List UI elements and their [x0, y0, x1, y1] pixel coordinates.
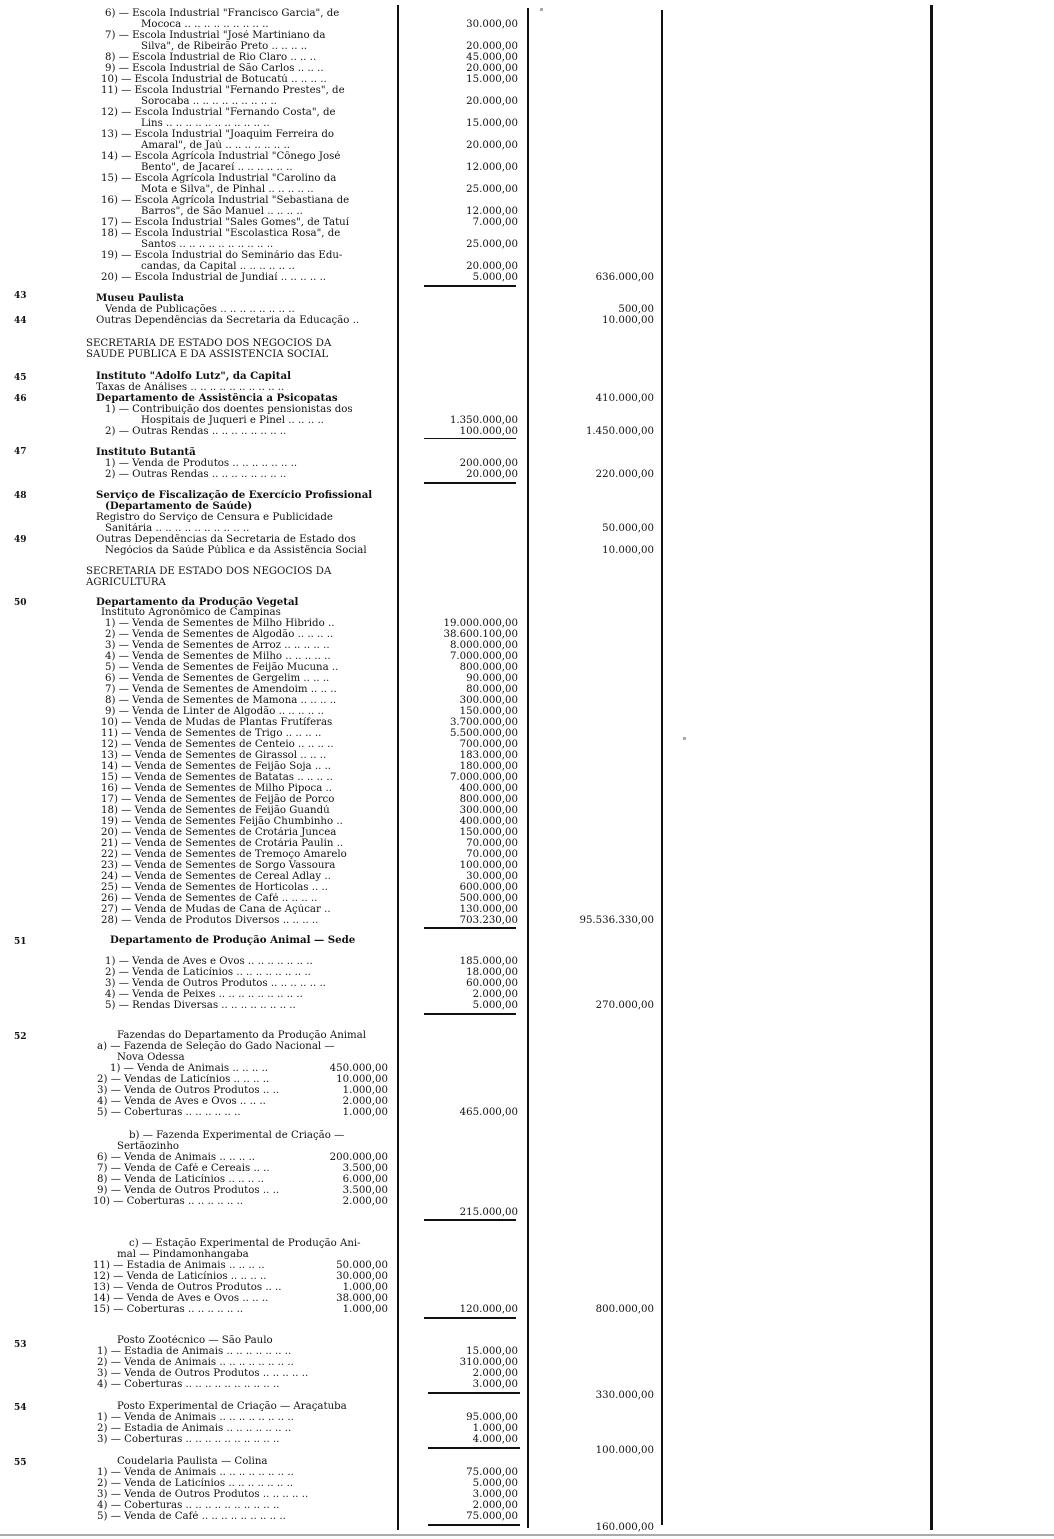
- row-description: 3) — Venda de Outros Produtos .. ..: [97, 1085, 280, 1096]
- item-amount: 15.000,00: [466, 118, 518, 129]
- margin-mark: 44: [14, 316, 27, 326]
- total-rule: [424, 1219, 516, 1221]
- subitem-amount: 3.500,00: [342, 1185, 388, 1196]
- row-description: 14) — Venda de Aves e Ovos .. .. ..: [93, 1293, 269, 1304]
- total-rule: [428, 1392, 520, 1394]
- row-description: 3) — Venda de Sementes de Arroz .. .. .. .. ..: [105, 640, 330, 651]
- total-rule: [424, 482, 516, 484]
- row-description: 15) — Coberturas .. .. .. .. .. ..: [93, 1304, 244, 1315]
- row-description: 22) — Venda de Sementes de Tremoço Amarelo: [101, 849, 347, 860]
- section-total: 1.450.000,00: [585, 426, 654, 437]
- item-amount: 120.000,00: [459, 1304, 518, 1315]
- item-amount: 95.000,00: [466, 1412, 518, 1423]
- row-description: Barros", de São Manuel .. .. .. ..: [141, 206, 303, 217]
- row-description: Sorocaba .. .. .. .. .. .. .. .. ..: [141, 96, 277, 107]
- item-amount: 15.000,00: [466, 74, 518, 85]
- row-description: a) — Fazenda de Seleção do Gado Nacional —: [97, 1041, 335, 1052]
- section-heading: Serviço de Fiscalização de Exercício Profissional: [96, 490, 373, 501]
- row-description: Mococa .. .. .. .. .. .. .. .. ..: [141, 19, 269, 30]
- item-amount: 150.000,00: [459, 827, 518, 838]
- item-amount: 20.000,00: [466, 63, 518, 74]
- row-description: 8) — Escola Industrial de Rio Claro .. .. ..: [105, 52, 317, 63]
- row-description: 1) — Venda de Aves e Ovos .. .. .. .. .. .. ..: [105, 956, 313, 967]
- item-amount: 12.000,00: [466, 206, 518, 217]
- item-amount: 800.000,00: [459, 794, 518, 805]
- section-total: 100.000,00: [595, 1445, 654, 1456]
- section-heading: Departamento de Produção Animal — Sede: [110, 935, 356, 946]
- column-rule-right: [661, 10, 663, 1525]
- subitem-amount: 450.000,00: [329, 1063, 388, 1074]
- margin-mark: 51: [14, 937, 27, 947]
- item-amount: 600.000,00: [459, 882, 518, 893]
- row-description: 8) — Venda de Laticínios .. .. .. ..: [97, 1174, 264, 1185]
- row-description: 1) — Venda de Sementes de Milho Hibrido ..: [105, 618, 335, 629]
- print-speck: [540, 8, 543, 11]
- row-description: 1) — Estadia de Animais .. .. .. .. .. .. ..: [97, 1346, 292, 1357]
- row-description: 9) — Venda de Linter de Algodão .. .. .. .. ..: [105, 706, 324, 717]
- subitem-amount: 1.000,00: [342, 1304, 388, 1315]
- print-speck: [683, 737, 686, 740]
- row-description: 13) — Venda de Sementes de Girassol .. .. ..: [101, 750, 327, 761]
- total-rule: [428, 1447, 520, 1449]
- margin-mark: 45: [14, 373, 27, 383]
- row-description: 14) — Venda de Sementes de Feijão Soja .. ..: [101, 761, 332, 772]
- column-rule-far-right: [930, 5, 933, 1530]
- row-description: 18) — Venda de Sementes de Feijão Guandú: [101, 805, 330, 816]
- subitem-amount: 3.500,00: [342, 1163, 388, 1174]
- row-description: Instituto Agronômico de Campinas: [101, 607, 281, 618]
- row-description: Coudelaria Paulista — Colina: [117, 1456, 268, 1467]
- row-description: 5) — Rendas Diversas .. .. .. .. .. .. .. ..: [105, 1000, 296, 1011]
- row-description: 3) — Venda de Outros Produtos .. .. .. .. ..: [97, 1368, 309, 1379]
- subitem-amount: 1.000,00: [342, 1085, 388, 1096]
- row-description: 4) — Venda de Sementes de Milho .. .. .. .. ..: [105, 651, 331, 662]
- row-description: 18) — Escola Industrial "Escolastica Rosa", de: [101, 228, 341, 239]
- row-description: Outras Dependências da Secretaria da Educação ..: [96, 315, 360, 326]
- row-description: Santos .. .. .. .. .. .. .. .. .. ..: [141, 239, 274, 250]
- margin-mark: 46: [14, 394, 27, 404]
- item-amount: 70.000,00: [466, 849, 518, 860]
- row-description: 4) — Venda de Peixes .. .. .. .. .. .. .. .. ..: [105, 989, 303, 1000]
- row-description: 19) — Escola Industrial do Seminário das Edu-: [101, 250, 343, 261]
- item-amount: 5.000,00: [472, 1000, 518, 1011]
- row-description: 2) — Vendas de Laticínios .. .. .. ..: [97, 1074, 270, 1085]
- row-description: 10) — Venda de Mudas de Plantas Frutíferas: [101, 717, 333, 728]
- margin-mark: 50: [14, 598, 27, 608]
- margin-mark: 55: [14, 1458, 27, 1468]
- row-description: 16) — Venda de Sementes de Milho Pipoca ..: [101, 783, 333, 794]
- item-amount: 7.000.000,00: [449, 651, 518, 662]
- item-amount: 700.000,00: [459, 739, 518, 750]
- section-total: 270.000,00: [595, 1000, 654, 1011]
- section-total: 330.000,00: [595, 1390, 654, 1401]
- row-description: 13) — Escola Industrial "Joaquim Ferreira do: [101, 129, 334, 140]
- section-heading: Instituto Butantã: [96, 447, 196, 458]
- item-amount: 400.000,00: [459, 783, 518, 794]
- row-description: Sertãozinho: [117, 1141, 180, 1152]
- row-description: 2) — Venda de Animais .. .. .. .. .. .. .. ..: [97, 1357, 294, 1368]
- row-description: Posto Experimental de Criação — Araçatuba: [117, 1401, 347, 1412]
- item-amount: 25.000,00: [466, 184, 518, 195]
- row-description: 1) — Venda de Animais .. .. .. .. .. .. .. ..: [97, 1412, 294, 1423]
- row-description: 12) — Escola Industrial "Fernando Costa", de: [101, 107, 336, 118]
- row-description: Negócios da Saúde Pública e da Assistência Social: [105, 545, 367, 556]
- column-rule-left: [397, 5, 399, 1530]
- item-amount: 5.500.000,00: [449, 728, 518, 739]
- row-description: 5) — Coberturas .. .. .. .. .. ..: [97, 1107, 241, 1118]
- print-speck: [0, 1534, 1054, 1536]
- section-total: 160.000,00: [595, 1522, 654, 1533]
- item-amount: 5.000,00: [472, 1478, 518, 1489]
- row-description: 12) — Venda de Laticínios .. .. .. ..: [93, 1271, 267, 1282]
- subitem-amount: 30.000,00: [336, 1271, 388, 1282]
- item-amount: 4.000,00: [472, 1434, 518, 1445]
- section-heading: Instituto "Adolfo Lutz", da Capital: [96, 371, 291, 382]
- row-description: 9) — Venda de Outros Produtos .. ..: [97, 1185, 280, 1196]
- row-description: 8) — Venda de Sementes de Mamona .. .. .. ..: [105, 695, 337, 706]
- row-description: 10) — Escola Industrial de Botucatú .. .. .. ..: [101, 74, 327, 85]
- column-rule-middle: [527, 8, 529, 1528]
- section-total: 95.536.330,00: [579, 915, 654, 926]
- row-description: 16) — Escola Agrícola Industrial "Sebastiana de: [101, 195, 350, 206]
- item-amount: 800.000,00: [459, 662, 518, 673]
- row-description: Venda de Publicações .. .. .. .. .. .. .. ..: [105, 304, 295, 315]
- subitem-amount: 6.000,00: [342, 1174, 388, 1185]
- item-amount: 75.000,00: [466, 1467, 518, 1478]
- item-amount: 18.000,00: [466, 967, 518, 978]
- row-description: 2) — Venda de Laticínios .. .. .. .. .. .. ..: [97, 1478, 294, 1489]
- total-rule: [424, 1317, 516, 1319]
- row-description: 13) — Venda de Outros Produtos .. ..: [93, 1282, 282, 1293]
- item-amount: 400.000,00: [459, 816, 518, 827]
- item-amount: 500.000,00: [459, 893, 518, 904]
- row-description: Registro do Serviço de Censura e Publicidade: [96, 512, 333, 523]
- row-description: 2) — Estadia de Animais .. .. .. .. .. .. ..: [97, 1423, 292, 1434]
- item-amount: 80.000,00: [466, 684, 518, 695]
- row-description: 7) — Venda de Café e Cereais .. ..: [97, 1163, 270, 1174]
- row-description: 28) — Venda de Produtos Diversos .. .. .. ..: [101, 915, 319, 926]
- row-description: 5) — Venda de Café .. .. .. .. .. .. .. .. ..: [97, 1511, 286, 1522]
- row-description: Lins .. .. .. .. .. .. .. .. .. .. ..: [141, 118, 270, 129]
- row-description: 7) — Escola Industrial "José Martiniano da: [105, 30, 326, 41]
- item-amount: 180.000,00: [459, 761, 518, 772]
- item-amount: 15.000,00: [466, 1346, 518, 1357]
- row-description: mal — Pindamonhangaba: [117, 1249, 249, 1260]
- margin-mark: 53: [14, 1340, 27, 1350]
- item-amount: 20.000,00: [466, 96, 518, 107]
- row-description: SECRETARIA DE ESTADO DOS NEGÓCIOS DA: [86, 338, 332, 349]
- row-description: 4) — Coberturas .. .. .. .. .. .. .. .. .. ..: [97, 1379, 280, 1390]
- row-description: 10) — Coberturas .. .. .. .. .. ..: [93, 1196, 244, 1207]
- row-description: 1) — Contribuição dos doentes pensionistas dos: [105, 404, 353, 415]
- item-amount: 25.000,00: [466, 239, 518, 250]
- item-amount: 8.000.000,00: [449, 640, 518, 651]
- row-description: 19) — Venda de Sementes Feijão Chumbinho ..: [101, 816, 343, 827]
- row-description: 9) — Escola Industrial de São Carlos .. .. ..: [105, 63, 324, 74]
- row-description: 7) — Venda de Sementes de Amendoim .. .. ..: [105, 684, 337, 695]
- row-description: 6) — Venda de Sementes de Gergelim .. .. ..: [105, 673, 330, 684]
- row-description: Mota e Silva", de Pinhal .. .. .. .. ..: [141, 184, 314, 195]
- row-description: 11) — Estadia de Animais .. .. .. ..: [93, 1260, 265, 1271]
- margin-mark: 47: [14, 447, 27, 457]
- item-amount: 703.230,00: [459, 915, 518, 926]
- row-description: 5) — Venda de Sementes de Feijão Mucuna ..: [105, 662, 339, 673]
- row-description: Taxas de Análises .. .. .. .. .. .. .. .. .. ..: [96, 382, 285, 393]
- row-description: Sanitária .. .. .. .. .. .. .. .. .. ..: [105, 523, 250, 534]
- row-description: Outras Dependências da Secretaria de Estado dos: [96, 534, 356, 545]
- item-amount: 70.000,00: [466, 838, 518, 849]
- section-total: 10.000,00: [602, 315, 654, 326]
- row-description: 11) — Escola Industrial "Fernando Prestes", de: [101, 85, 345, 96]
- item-amount: 3.700.000,00: [449, 717, 518, 728]
- item-amount: 12.000,00: [466, 162, 518, 173]
- row-description: AGRICULTURA: [86, 577, 166, 588]
- subitem-amount: 1.000,00: [342, 1282, 388, 1293]
- subitem-amount: 2.000,00: [342, 1196, 388, 1207]
- item-amount: 90.000,00: [466, 673, 518, 684]
- row-description: Nova Odessa: [117, 1052, 185, 1063]
- row-description: 14) — Escola Agrícola Industrial "Cônego José: [101, 151, 341, 162]
- item-amount: 30.000,00: [466, 871, 518, 882]
- total-rule: [424, 438, 516, 439]
- item-amount: 300.000,00: [459, 805, 518, 816]
- row-description: 2) — Outras Rendas .. .. .. .. .. .. .. ..: [105, 426, 287, 437]
- item-amount: 100.000,00: [459, 860, 518, 871]
- row-description: 26) — Venda de Sementes de Café .. .. .. ..: [101, 893, 318, 904]
- item-amount: 183.000,00: [459, 750, 518, 761]
- item-amount: 5.000,00: [472, 272, 518, 283]
- item-amount: 130.000,00: [459, 904, 518, 915]
- item-amount: 3.000,00: [472, 1379, 518, 1390]
- item-amount: 20.000,00: [466, 469, 518, 480]
- subitem-amount: 50.000,00: [336, 1260, 388, 1271]
- margin-mark: 54: [14, 1403, 27, 1413]
- item-amount: 310.000,00: [459, 1357, 518, 1368]
- row-description: 6) — Escola Industrial "Francisco Garcia", de: [105, 8, 340, 19]
- row-description: 20) — Venda de Sementes de Crotária Juncea: [101, 827, 337, 838]
- item-amount: 75.000,00: [466, 1511, 518, 1522]
- row-description: 4) — Coberturas .. .. .. .. .. .. .. .. .. ..: [97, 1500, 280, 1511]
- item-amount: 185.000,00: [459, 956, 518, 967]
- section-total: 220.000,00: [595, 469, 654, 480]
- item-amount: 1.000,00: [472, 1423, 518, 1434]
- row-description: Amaral", de Jaú .. .. .. .. .. .. ..: [141, 140, 290, 151]
- row-description: 15) — Venda de Sementes de Batatas .. .. .. ..: [101, 772, 333, 783]
- row-description: 20) — Escola Industrial de Jundiaí .. .. .. .. ..: [101, 272, 327, 283]
- item-amount: 20.000,00: [466, 41, 518, 52]
- item-amount: 300.000,00: [459, 695, 518, 706]
- row-description: Fazendas do Departamento da Produção Animal: [117, 1030, 367, 1041]
- row-description: candas, da Capital .. .. .. .. .. ..: [141, 261, 295, 272]
- margin-mark: 43: [14, 291, 27, 301]
- item-amount: 60.000,00: [466, 978, 518, 989]
- section-heading: Departamento da Produção Vegetal: [96, 597, 299, 608]
- subitem-amount: 2.000,00: [342, 1096, 388, 1107]
- row-description: 1) — Venda de Produtos .. .. .. .. .. .. ..: [105, 458, 298, 469]
- row-description: 17) — Escola Industrial "Sales Gomes", de Tatuí: [101, 217, 349, 228]
- row-description: 12) — Venda de Sementes de Centeio .. .. .. ..: [101, 739, 334, 750]
- subitem-amount: 1.000,00: [342, 1107, 388, 1118]
- total-rule: [424, 1013, 516, 1015]
- subitem-amount: 38.000,00: [336, 1293, 388, 1304]
- item-amount: 150.000,00: [459, 706, 518, 717]
- row-description: 3) — Venda de Outros Produtos .. .. .. .. ..: [97, 1489, 309, 1500]
- row-description: Hospitais de Juqueri e Pinel .. .. .. ..: [141, 415, 324, 426]
- row-description: 1) — Venda de Animais .. .. .. .. .. .. .. ..: [97, 1467, 294, 1478]
- row-description: SAÚDE PÚBLICA E DA ASSISTÊNCIA SOCIAL: [86, 349, 329, 360]
- margin-mark: 48: [14, 491, 27, 501]
- row-description: 23) — Venda de Sementes de Sorgo Vassoura: [101, 860, 336, 871]
- item-amount: 3.000,00: [472, 1489, 518, 1500]
- item-amount: 465.000,00: [459, 1107, 518, 1118]
- row-description: 3) — Coberturas .. .. .. .. .. .. .. .. .. ..: [97, 1434, 280, 1445]
- section-total: 800.000,00: [595, 1304, 654, 1315]
- section-total: 50.000,00: [602, 523, 654, 534]
- item-amount: 38.600.100,00: [443, 629, 518, 640]
- section-heading: (Departamento de Saúde): [105, 501, 253, 512]
- row-description: 6) — Venda de Animais .. .. .. ..: [97, 1152, 256, 1163]
- item-amount: 7.000.000,00: [449, 772, 518, 783]
- row-description: Silva", de Ribeirão Preto .. .. .. ..: [141, 41, 308, 52]
- section-total: 410.000,00: [595, 393, 654, 404]
- total-rule: [424, 927, 516, 929]
- margin-mark: 52: [14, 1032, 27, 1042]
- row-description: 15) — Escola Agrícola Industrial "Carolino da: [101, 173, 337, 184]
- item-amount: 1.350.000,00: [449, 415, 518, 426]
- item-amount: 2.000,00: [472, 989, 518, 1000]
- item-amount: 2.000,00: [472, 1500, 518, 1511]
- row-description: 1) — Venda de Animais .. .. .. ..: [110, 1063, 269, 1074]
- subitem-amount: 200.000,00: [329, 1152, 388, 1163]
- row-description: Bento", de Jacareí .. .. .. .. .. ..: [141, 162, 293, 173]
- row-description: 2) — Venda de Sementes de Algodão .. .. .. ..: [105, 629, 334, 640]
- item-amount: 45.000,00: [466, 52, 518, 63]
- row-description: SECRETARIA DE ESTADO DOS NEGÓCIOS DA: [86, 566, 332, 577]
- row-description: 24) — Venda de Sementes de Cereal Adlay ..: [101, 871, 331, 882]
- row-description: c) — Estação Experimental de Produção Ani-: [129, 1238, 361, 1249]
- subitem-amount: 10.000,00: [336, 1074, 388, 1085]
- row-description: 21) — Venda de Sementes de Crotária Paulin ..: [101, 838, 344, 849]
- section-total: 500,00: [618, 304, 654, 315]
- row-description: 25) — Venda de Sementes de Horticolas .. ..: [101, 882, 328, 893]
- margin-mark: 49: [14, 535, 27, 545]
- total-rule: [428, 1524, 520, 1526]
- item-amount: 30.000,00: [466, 19, 518, 30]
- section-heading: Museu Paulista: [96, 293, 185, 304]
- item-amount: 215.000,00: [459, 1207, 518, 1218]
- section-heading: Departamento de Assistência a Psicopatas: [96, 393, 338, 404]
- row-description: 2) — Outras Rendas .. .. .. .. .. .. .. ..: [105, 469, 287, 480]
- section-total: 636.000,00: [595, 272, 654, 283]
- row-description: 3) — Venda de Outros Produtos .. .. .. .. .. ..: [105, 978, 326, 989]
- row-description: 2) — Venda de Laticínios .. .. .. .. .. .. .. ..: [105, 967, 311, 978]
- row-description: 4) — Venda de Aves e Ovos .. .. ..: [97, 1096, 266, 1107]
- item-amount: 2.000,00: [472, 1368, 518, 1379]
- row-description: Posto Zootécnico — São Paulo: [117, 1335, 273, 1346]
- item-amount: 20.000,00: [466, 140, 518, 151]
- row-description: 27) — Venda de Mudas de Cana de Açúcar ..: [101, 904, 331, 915]
- item-amount: 20.000,00: [466, 261, 518, 272]
- item-amount: 100.000,00: [459, 426, 518, 437]
- total-rule: [424, 285, 516, 287]
- row-description: b) — Fazenda Experimental de Criação —: [129, 1130, 345, 1141]
- row-description: 11) — Venda de Sementes de Trigo .. .. .. ..: [101, 728, 322, 739]
- row-description: 17) — Venda de Sementes de Feijão de Porco: [101, 794, 335, 805]
- item-amount: 7.000,00: [472, 217, 518, 228]
- section-total: 10.000,00: [602, 545, 654, 556]
- item-amount: 200.000,00: [459, 458, 518, 469]
- item-amount: 19.000.000,00: [443, 618, 518, 629]
